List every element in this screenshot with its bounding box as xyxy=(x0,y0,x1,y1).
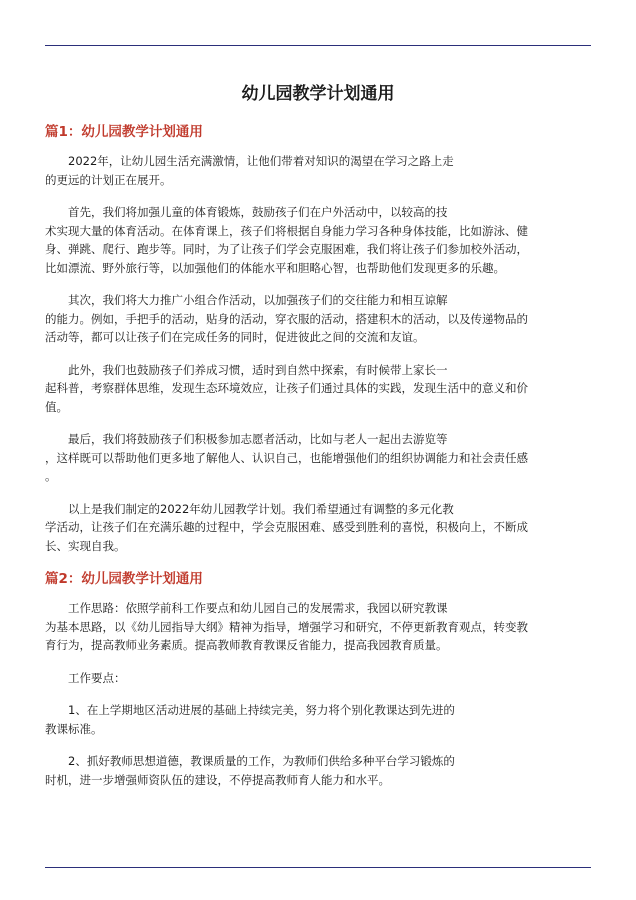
paragraph-line: 长、实现自我。 xyxy=(45,538,126,553)
document-body xyxy=(45,70,591,803)
paragraph-line: 最后，我们将鼓励孩子们积极参加志愿者活动，比如与老人一起出去游览等 xyxy=(68,432,448,446)
paragraph-line: 此外，我们也鼓励孩子们养成习惯，适时到自然中探索，有时候带上家长一 xyxy=(68,362,448,377)
paragraph-line: 活动等，都可以让孩子们在完成任务的同时，促进彼此之间的交流和友谊。 xyxy=(45,330,425,344)
paragraph-line: 2022年，让幼儿园生活充满激情，让他们带着对知识的渴望在学习之路上走 xyxy=(68,154,454,168)
section-heading: 篇1：幼儿园教学计划通用 xyxy=(45,124,203,140)
paragraph-line: 。 xyxy=(45,469,57,483)
paragraph-line: 1、在上学期地区活动进展的基础上持续完美，努力将个别化教课达到先进的 xyxy=(68,703,455,717)
bottom-rule xyxy=(45,867,591,868)
paragraph-line: 时机，进一步增强师资队伍的建设，不停提高教师育人能力和水平。 xyxy=(45,772,390,787)
paragraph xyxy=(45,430,591,486)
paragraph-line: 比如漂流、野外旅行等，以加强他们的体能水平和胆略心智，也帮助他们发现更多的乐趣。 xyxy=(45,260,505,275)
section-heading: 篇2：幼儿园教学计划通用 xyxy=(45,571,203,587)
paragraph-line: 以上是我们制定的2022年幼儿园教学计划。我们希望通过有调整的多元化教 xyxy=(68,501,454,516)
document-title: 幼儿园教学计划通用 xyxy=(241,84,395,104)
top-rule xyxy=(45,45,591,46)
paragraph xyxy=(45,291,591,347)
paragraph-line: 2、抓好教师思想道德，教课质量的工作，为教师们供给多种平台学习锻炼的 xyxy=(68,754,455,768)
paragraph-line: 值。 xyxy=(45,399,68,414)
paragraph-line: 其次，我们将大力推广小组合作活动，以加强孩子们的交往能力和相互谅解 xyxy=(68,293,448,307)
paragraph-line: 学活动，让孩子们在充满乐趣的过程中，学会克服困难、感受到胜利的喜悦，积极向上，不断成 xyxy=(45,520,528,534)
paragraph xyxy=(45,599,591,655)
paragraph-line: 的能力。例如，手把手的活动，贴身的活动，穿衣服的活动，搭建积木的活动，以及传递物品的 xyxy=(45,311,528,326)
paragraph xyxy=(45,701,591,738)
paragraph xyxy=(45,361,591,417)
paragraph xyxy=(45,669,591,688)
paragraph-line: 为基本思路，以《幼儿园指导大纲》精神为指导，增强学习和研究，不停更新教育观点，转变教 xyxy=(45,619,528,634)
paragraph-line: ，这样既可以帮助他们更多地了解他人、认识自己，也能增强他们的组织协调能力和社会责任感 xyxy=(45,450,528,465)
paragraph-line: 首先，我们将加强儿童的体育锻炼，鼓励孩子们在户外活动中，以较高的技 xyxy=(68,205,448,219)
paragraph-line: 术实现大量的体育活动。在体育课上，孩子们将根据自身能力学习各种身体技能，比如游泳、健 xyxy=(45,223,528,238)
paragraph xyxy=(45,500,591,556)
paragraph-line: 育行为，提高教师业务素质。提高教师教育教课反省能力，提高我园教育质量。 xyxy=(45,638,448,652)
paragraph-line: 身、弹跳、爬行、跑步等。同时，为了让孩子们学会克服困难，我们将让孩子们参加校外活动， xyxy=(45,242,528,256)
paragraph xyxy=(45,152,591,189)
sections-container xyxy=(45,122,591,789)
paragraph-line: 的更远的计划正在展开。 xyxy=(45,172,172,187)
paragraph-line: 起科普，考察群体思维，发现生态环境效应，让孩子们通过具体的实践，发现生活中的意义和价 xyxy=(45,381,528,395)
paragraph-line: 教课标准。 xyxy=(45,721,103,736)
paragraph xyxy=(45,203,591,277)
paragraph-line: 工作要点： xyxy=(68,670,126,685)
paragraph xyxy=(45,752,591,789)
paragraph-line: 工作思路：依照学前科工作要点和幼儿园自己的发展需求，我园以研究教课 xyxy=(68,601,448,615)
